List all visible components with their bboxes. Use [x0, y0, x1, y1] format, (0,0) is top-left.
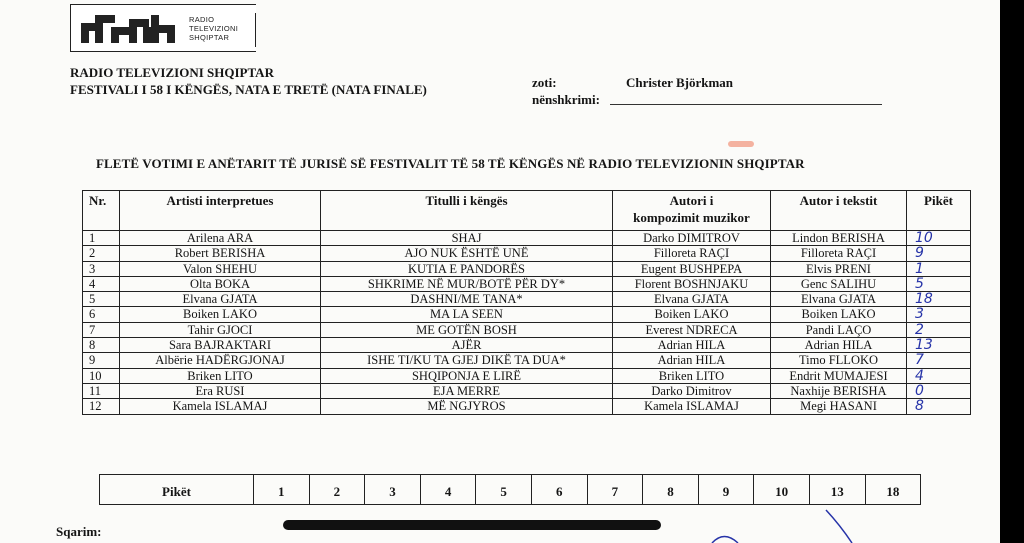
- table-row: [83, 353, 971, 368]
- header-event: FESTIVALI I 58 I KËNGËS, NATA E TRETË (NATA FINALE): [70, 82, 427, 97]
- header-nr: Nr.: [83, 191, 120, 231]
- row-lyricist: Megi HASANI: [771, 399, 907, 414]
- points-scale-row: [100, 475, 921, 505]
- row-points: 13: [907, 338, 971, 353]
- row-composer: Briken LITO: [613, 368, 771, 383]
- rtsh-logo-mark-icon: [81, 15, 177, 45]
- row-points: 7: [907, 353, 971, 368]
- table-row: [83, 276, 971, 291]
- stamp-mark: [728, 141, 754, 147]
- voting-table-body: [83, 231, 971, 415]
- table-row: [83, 399, 971, 414]
- row-artist: Olta BOKA: [120, 276, 321, 291]
- row-artist: Sara BAJRAKTARI: [120, 338, 321, 353]
- voting-table: [82, 190, 971, 415]
- logo-divider: [255, 13, 257, 47]
- points-scale-label: Pikët: [100, 475, 254, 505]
- row-song: AJËR: [321, 338, 613, 353]
- points-scale-value: 18: [865, 475, 921, 505]
- row-song: DASHNI/ME TANA*: [321, 292, 613, 307]
- row-song: MË NGJYROS: [321, 399, 613, 414]
- row-nr: 10: [83, 368, 120, 383]
- table-row: [83, 338, 971, 353]
- header-org-block: [70, 64, 427, 98]
- row-lyricist: Naxhije BERISHA: [771, 383, 907, 398]
- table-row: [83, 383, 971, 398]
- row-points: 1: [907, 261, 971, 276]
- row-composer: Darko Dimitrov: [613, 383, 771, 398]
- row-composer: Eugent BUSHPEPA: [613, 261, 771, 276]
- row-artist: Elvana GJATA: [120, 292, 321, 307]
- row-points: 8: [907, 399, 971, 414]
- header-points: Pikët: [907, 191, 971, 231]
- row-artist: Era RUSI: [120, 383, 321, 398]
- row-song: AJO NUK ËSHTË UNË: [321, 246, 613, 261]
- zoti-label: zoti:: [532, 75, 557, 90]
- row-lyricist: Boiken LAKO: [771, 307, 907, 322]
- row-points: 9: [907, 246, 971, 261]
- logo-line-1: RADIO: [189, 15, 215, 24]
- header-song: Titulli i këngës: [321, 191, 613, 231]
- table-row: [83, 261, 971, 276]
- row-composer: Boiken LAKO: [613, 307, 771, 322]
- row-nr: 5: [83, 292, 120, 307]
- header-labels: [532, 74, 600, 108]
- row-artist: Robert BERISHA: [120, 246, 321, 261]
- row-composer: Darko DIMITROV: [613, 231, 771, 246]
- row-composer: Elvana GJATA: [613, 292, 771, 307]
- table-row: [83, 292, 971, 307]
- row-lyricist: Endrit MUMAJESI: [771, 368, 907, 383]
- row-lyricist: Adrian HILA: [771, 338, 907, 353]
- row-artist: Kamela ISLAMAJ: [120, 399, 321, 414]
- row-song: SHQIPONJA E LIRË: [321, 368, 613, 383]
- points-scale-value: 8: [643, 475, 699, 505]
- row-points: 10: [907, 231, 971, 246]
- row-lyricist: Filloreta RAÇI: [771, 246, 907, 261]
- logo-text: [189, 15, 238, 42]
- row-song: MA LA SEEN: [321, 307, 613, 322]
- row-song: EJA MERRE: [321, 383, 613, 398]
- row-artist: Boiken LAKO: [120, 307, 321, 322]
- header-composer: [613, 191, 771, 231]
- row-composer: Kamela ISLAMAJ: [613, 399, 771, 414]
- row-points: 2: [907, 322, 971, 337]
- row-song: ME GOTËN BOSH: [321, 322, 613, 337]
- header-artist: Artisti interpretues: [120, 191, 321, 231]
- table-row: [83, 322, 971, 337]
- points-scale-value: 4: [420, 475, 476, 505]
- row-composer: Florent BOSHNJAKU: [613, 276, 771, 291]
- row-nr: 7: [83, 322, 120, 337]
- points-scale-value: 3: [365, 475, 421, 505]
- signature-label: nënshkrimi:: [532, 92, 600, 107]
- row-nr: 12: [83, 399, 120, 414]
- logo-line-3: SHQIPTAR: [189, 33, 230, 42]
- row-song: SHAJ: [321, 231, 613, 246]
- row-lyricist: Elvis PRENI: [771, 261, 907, 276]
- points-scale-value: 5: [476, 475, 532, 505]
- header-lyricist: Autor i tekstit: [771, 191, 907, 231]
- row-artist: Valon SHEHU: [120, 261, 321, 276]
- row-nr: 3: [83, 261, 120, 276]
- document-title: FLETË VOTIMI E ANËTARIT TË JURISË SË FESTIVALIT TË 58 TË KËNGËS NË RADIO TELEVIZIONIN SHQIPTAR: [96, 156, 805, 171]
- points-scale-value: 6: [531, 475, 587, 505]
- points-scale-value: 1: [254, 475, 310, 505]
- logo-line-2: TELEVIZIONI: [189, 24, 239, 33]
- row-lyricist: Elvana GJATA: [771, 292, 907, 307]
- row-lyricist: Timo FLLOKO: [771, 353, 907, 368]
- row-nr: 4: [83, 276, 120, 291]
- row-composer: Filloreta RAÇI: [613, 246, 771, 261]
- points-scale-value: 2: [309, 475, 365, 505]
- row-nr: 11: [83, 383, 120, 398]
- table-row: [83, 368, 971, 383]
- row-song: ISHE TI/KU TA GJEJ DIKË TA DUA*: [321, 353, 613, 368]
- row-composer: Adrian HILA: [613, 338, 771, 353]
- header-composer-line-2: kompozimit muzikor: [633, 210, 750, 226]
- row-nr: 1: [83, 231, 120, 246]
- row-points: 3: [907, 307, 971, 322]
- points-scale-value: 7: [587, 475, 643, 505]
- rtsh-logo: [70, 4, 256, 52]
- header-org: RADIO TELEVIZIONI SHQIPTAR: [70, 65, 274, 80]
- row-points: 5: [907, 276, 971, 291]
- points-scale-table: [99, 474, 921, 505]
- row-song: SHKRIME NË MUR/BOTË PËR DY*: [321, 276, 613, 291]
- row-artist: Briken LITO: [120, 368, 321, 383]
- juror-name: Christer Björkman: [626, 75, 734, 90]
- points-scale-value: 10: [754, 475, 810, 505]
- table-row: [83, 307, 971, 322]
- row-nr: 9: [83, 353, 120, 368]
- home-indicator[interactable]: [283, 520, 661, 530]
- table-row: [83, 246, 971, 261]
- signature-line: [610, 104, 882, 105]
- row-composer: Adrian HILA: [613, 353, 771, 368]
- row-nr: 8: [83, 338, 120, 353]
- row-lyricist: Genc SALIHU: [771, 276, 907, 291]
- row-points: 4: [907, 368, 971, 383]
- header-composer-line-1: Autori i: [669, 193, 714, 208]
- row-points: 0: [907, 383, 971, 398]
- table-row: [83, 231, 971, 246]
- row-points: 18: [907, 292, 971, 307]
- row-artist: Tahir GJOCI: [120, 322, 321, 337]
- row-lyricist: Lindon BERISHA: [771, 231, 907, 246]
- row-song: KUTIA E PANDORËS: [321, 261, 613, 276]
- note-label: Sqarim:: [56, 524, 102, 539]
- table-header-row: [83, 191, 971, 231]
- points-scale-value: 13: [809, 475, 865, 505]
- row-nr: 6: [83, 307, 120, 322]
- row-artist: Albërie HADËRGJONAJ: [120, 353, 321, 368]
- row-lyricist: Pandi LAÇO: [771, 322, 907, 337]
- row-composer: Everest NDRECA: [613, 322, 771, 337]
- row-nr: 2: [83, 246, 120, 261]
- points-scale-value: 9: [698, 475, 754, 505]
- row-artist: Arilena ARA: [120, 231, 321, 246]
